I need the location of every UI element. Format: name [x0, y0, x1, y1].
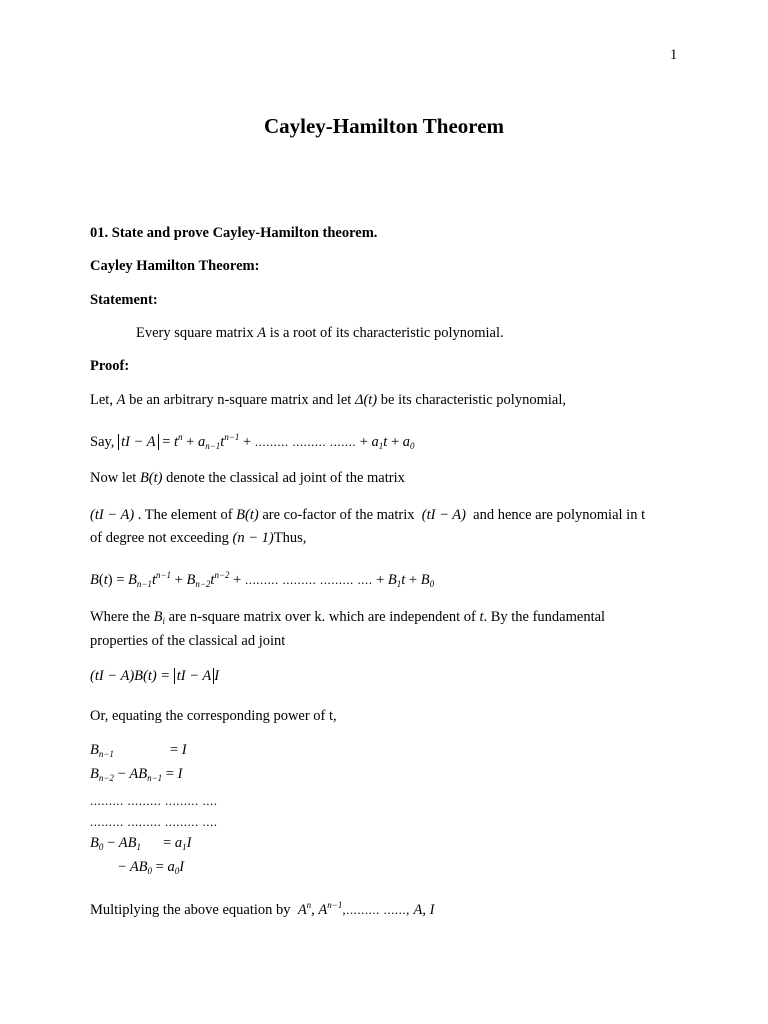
degree-line — [90, 530, 306, 547]
dots-row-1: ......... ......... ......... .... — [90, 793, 218, 808]
let-var: A — [116, 392, 126, 408]
theorem-heading: Cayley Hamilton Theorem: — [90, 258, 260, 274]
multiplying-line: Multiplying the above equation by $A^n$, $A^{n-1}$,......... ......, A, I — [90, 900, 435, 918]
let-line — [90, 392, 566, 409]
adjoint-equation — [90, 668, 219, 685]
statement-pre: Every square matrix — [136, 325, 254, 341]
eq-row-2: $B_{n-2} - AB_{n-1} = I$ — [90, 766, 183, 783]
where-line: Where the $B_i$ are n-square matrix over k. which are independent of t. By the fundamental — [90, 609, 606, 626]
now-post: denote the classical ad joint of the matrix — [166, 470, 405, 486]
statement-post: is a root of its characteristic polynomial. — [269, 325, 504, 341]
multiplying-pre: Multiplying the above equation by — [90, 902, 291, 918]
degree-post: Thus, — [273, 530, 307, 546]
where-tail: . By the fundamental — [483, 609, 606, 625]
question-heading: 01. State and prove Cayley-Hamilton theorem. — [90, 225, 378, 241]
expr-ti-minus-a: (tI − A) — [421, 507, 466, 523]
element-line — [90, 507, 645, 524]
ellipsis: ,......... ......, — [342, 902, 410, 917]
where-var: t — [479, 609, 484, 625]
characteristic-equation: Say, tI − $A = t^n + a_{n-1}t^{n-1}$ + ......... ......... ....... + $a_1t + a_0$ — [90, 432, 415, 451]
statement-var: A — [257, 325, 267, 341]
det-expression: tI − A — [118, 434, 159, 450]
properties-line: properties of the classical ad joint — [90, 633, 286, 649]
now-pre: Now let — [90, 470, 137, 486]
adj-rhs: I — [214, 668, 220, 684]
element-text1: . The element of — [137, 507, 233, 523]
element-text3: and hence are polynomial in t — [473, 507, 646, 523]
degree-pre: of degree not exceeding — [90, 530, 229, 546]
now-line — [90, 470, 405, 487]
det-expression: tI − A — [174, 668, 215, 684]
equating-line: Or, equating the corresponding power of t, — [90, 708, 337, 724]
expr-ti-minus-a: (tI − A) — [90, 507, 135, 523]
bt-symbol: B(t) — [236, 507, 259, 523]
eq-row-4: − $AB_0 = a_0I$ — [118, 859, 185, 876]
degree-expr: (n − 1) — [232, 530, 274, 546]
where-post: are n-square matrix over k. which are independent of — [168, 609, 476, 625]
page-title: Cayley-Hamilton Theorem — [263, 114, 505, 138]
eq-row-3: $B_0 - AB_1 = a_1I$ — [90, 835, 192, 852]
statement-text — [136, 325, 504, 342]
let-mid: be an arbitrary n-square matrix and let — [129, 392, 352, 408]
say-label: Say, — [90, 434, 115, 450]
let-pre: Let, — [90, 392, 113, 408]
eq-row-1: $B_{n-1} = I$ — [90, 742, 187, 759]
dots-row-2: ......... ......... ......... .... — [90, 814, 218, 829]
where-pre: Where the — [90, 609, 150, 625]
page-number: 1 — [670, 47, 678, 63]
bt-symbol: B(t) — [139, 470, 163, 486]
let-post: be its characteristic polynomial, — [380, 392, 566, 408]
ellipsis: ......... ......... ....... — [254, 434, 357, 449]
proof-heading: Proof: — [90, 358, 130, 374]
delta-symbol: Δ(t) — [354, 392, 378, 408]
ellipsis: ......... ......... ......... .... — [244, 572, 373, 587]
element-text2: are co-factor of the matrix — [262, 507, 415, 523]
statement-heading: Statement: — [90, 292, 158, 308]
bt-expansion: $B(t) = B_{n-1}t^{n-1} + B_{n-2}t^{n-2}$ + ......... ......... ......... .... + $B_1t + B_0$ — [90, 570, 435, 589]
adj-lhs: (tI − A)B(t) = — [90, 668, 171, 684]
